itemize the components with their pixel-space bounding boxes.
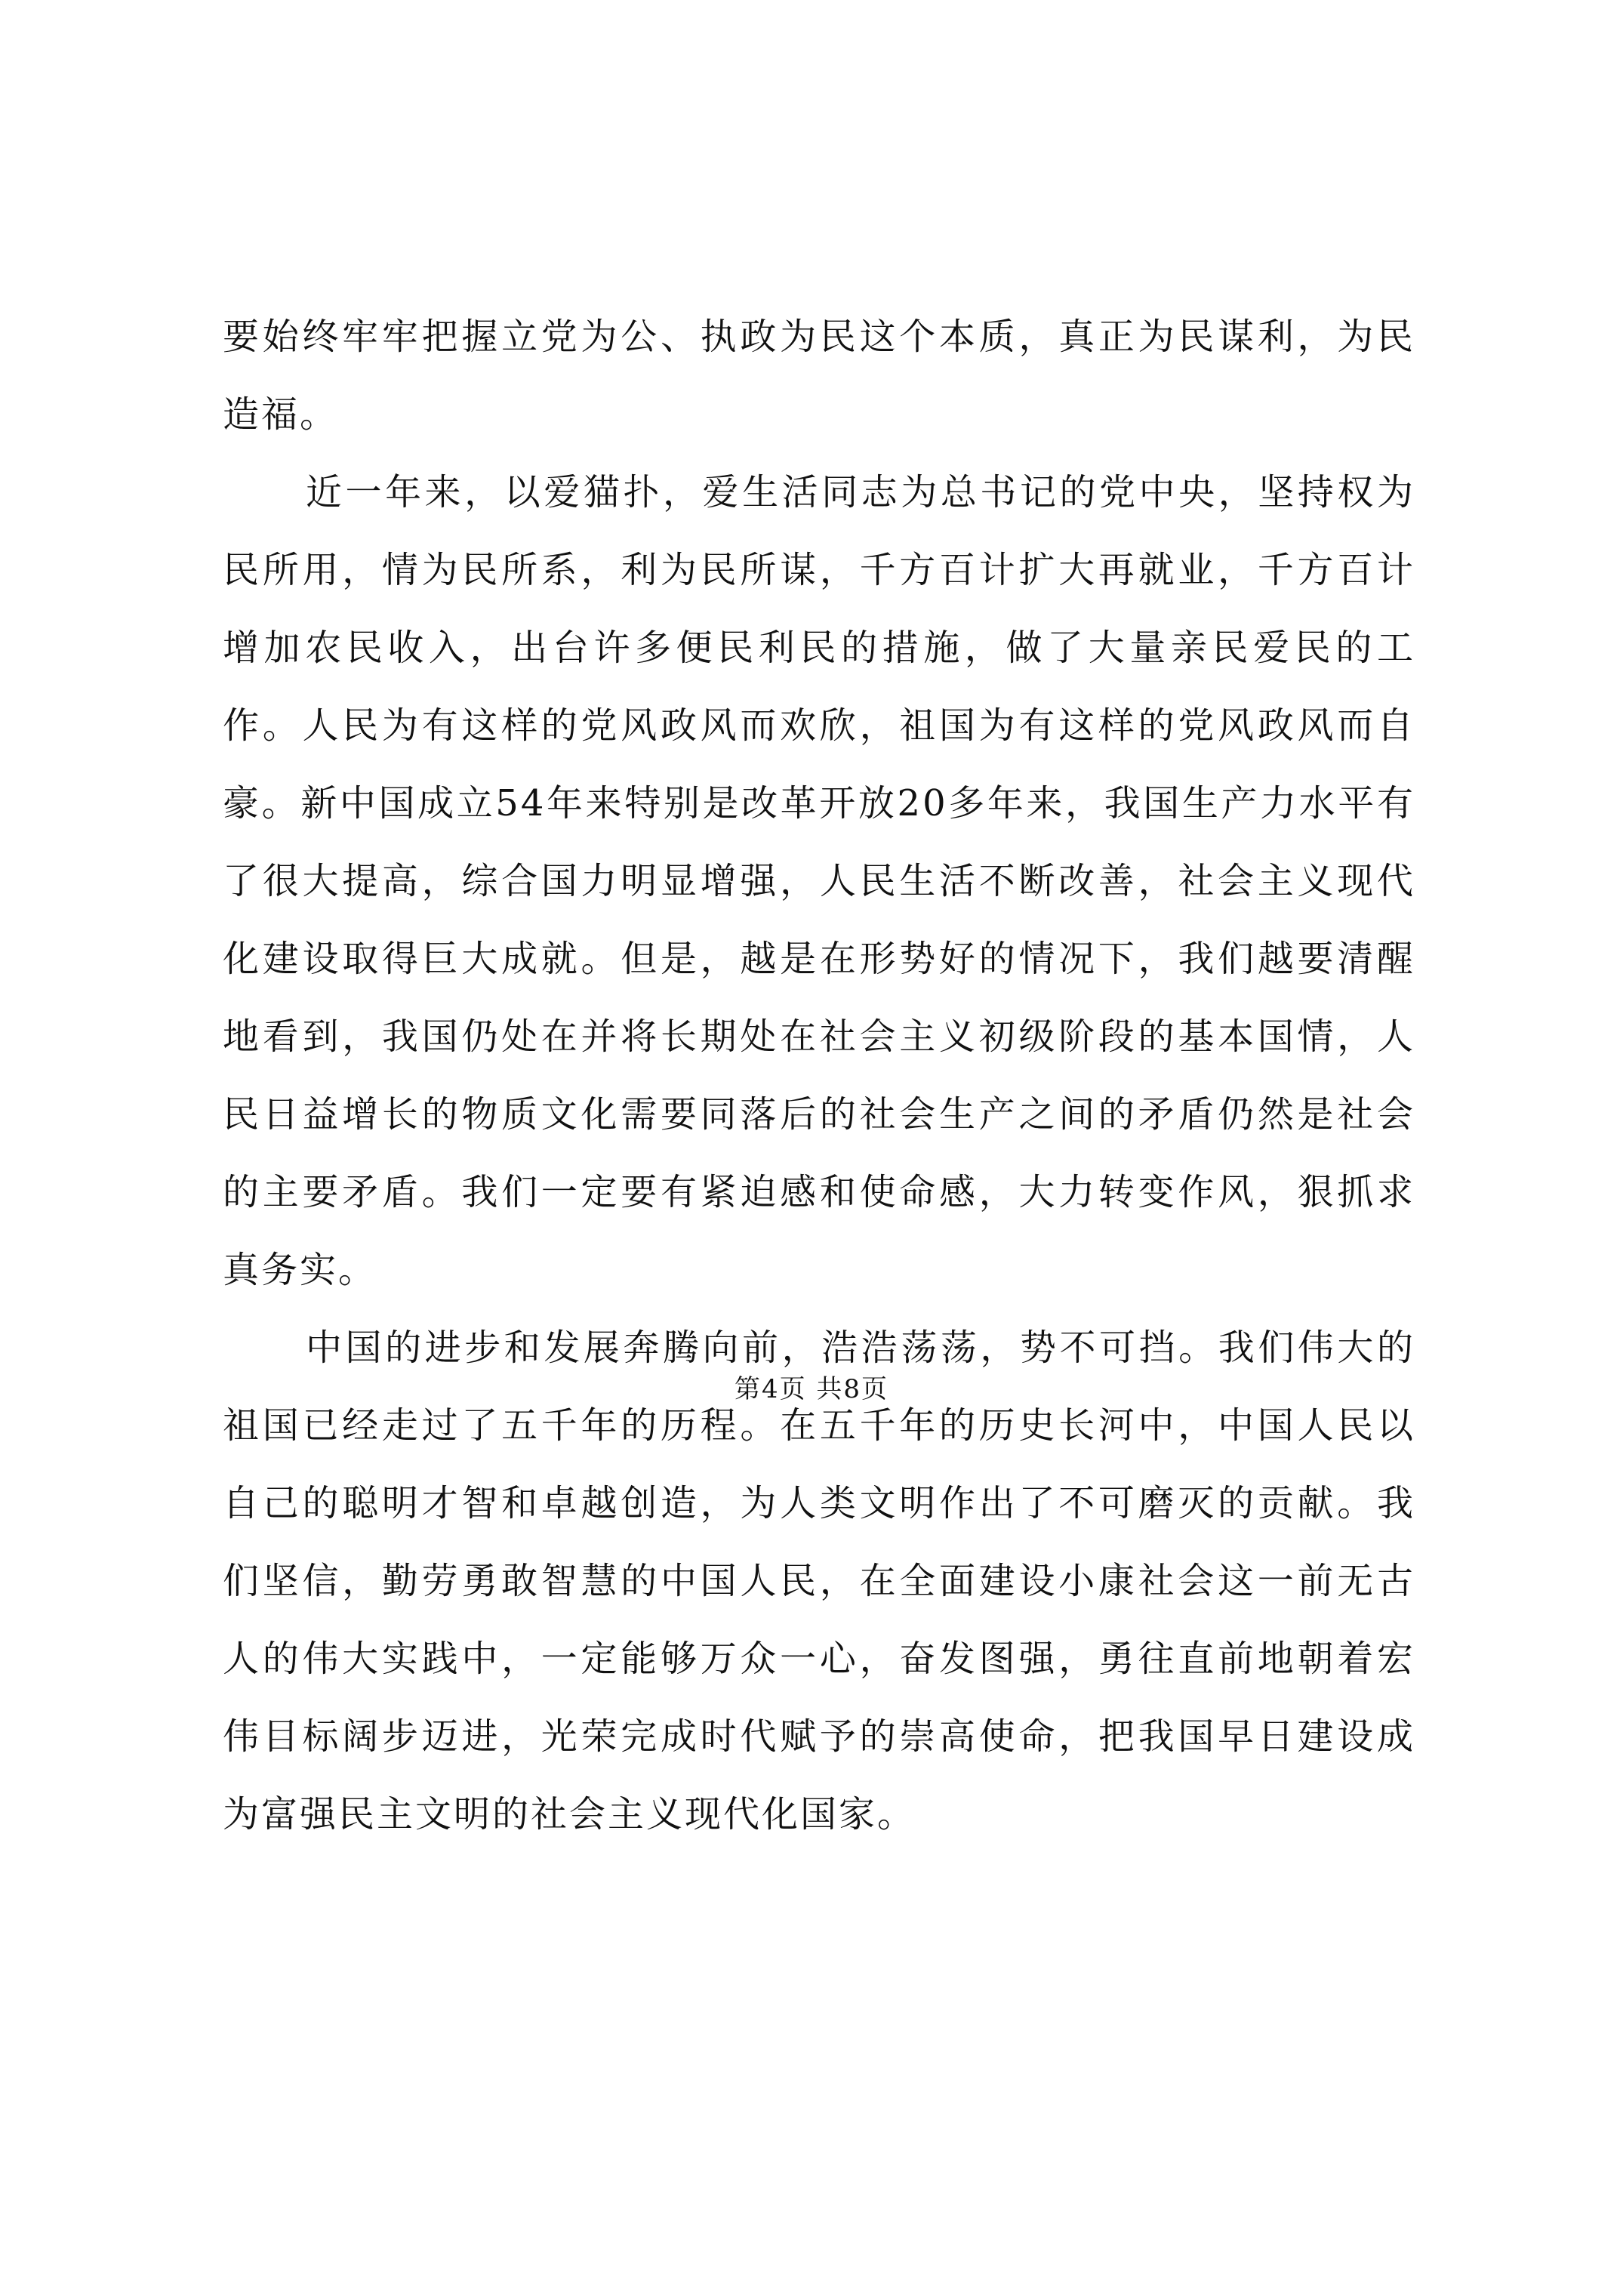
paragraph-1: 要始终牢牢把握立党为公、执政为民这个本质，真正为民谋利，为民造福。 [223,316,1415,436]
paragraph-3: 中国的进步和发展奔腾向前，浩浩荡荡，势不可挡。我们伟大的祖国已经走过了五千年的历程。在五千年的历史长河中，中国人民以自己的聪明才智和卓越创造，为人类文明作出了不可磨灭的贡献。我们坚信，勤劳勇敢智慧的中国人民，在全面建设小康社会这一前无古人的伟大实践中，一定能够万众一心，奋发图强，勇往直前地朝着宏伟目标阔步迈进，光荣完成时代赋予的崇高使命，把我国早日建设成为富强民主文明的社会主义现代化国家。 [223,1327,1415,1835]
document-body [223,298,1415,1854]
page-number-label: 第4页 共8页 [734,1374,889,1404]
paragraph-2: 近一年来，以爱猫扑，爱生活同志为总书记的党中央，坚持权为民所用，情为民所系，利为民所谋，千方百计扩大再就业，千方百计增加农民收入，出台许多便民利民的措施，做了大量亲民爱民的工作。人民为有这样的党风政风而欢欣，祖国为有这样的党风政风而自豪。新中国成立54年来特别是改革开放20多年来，我国生产力水平有了很大提高，综合国力明显增强，人民生活不断改善，社会主义现代化建设取得巨大成就。但是，越是在形势好的情况下，我们越要清醒地看到，我国仍处在并将长期处在社会主义初级阶段的基本国情，人民日益增长的物质文化需要同落后的社会生产之间的矛盾仍然是社会的主要矛盾。我们一定要有紧迫感和使命感，大力转变作风，狠抓求真务实。 [223,471,1415,1291]
page-footer [0,1370,1623,1408]
